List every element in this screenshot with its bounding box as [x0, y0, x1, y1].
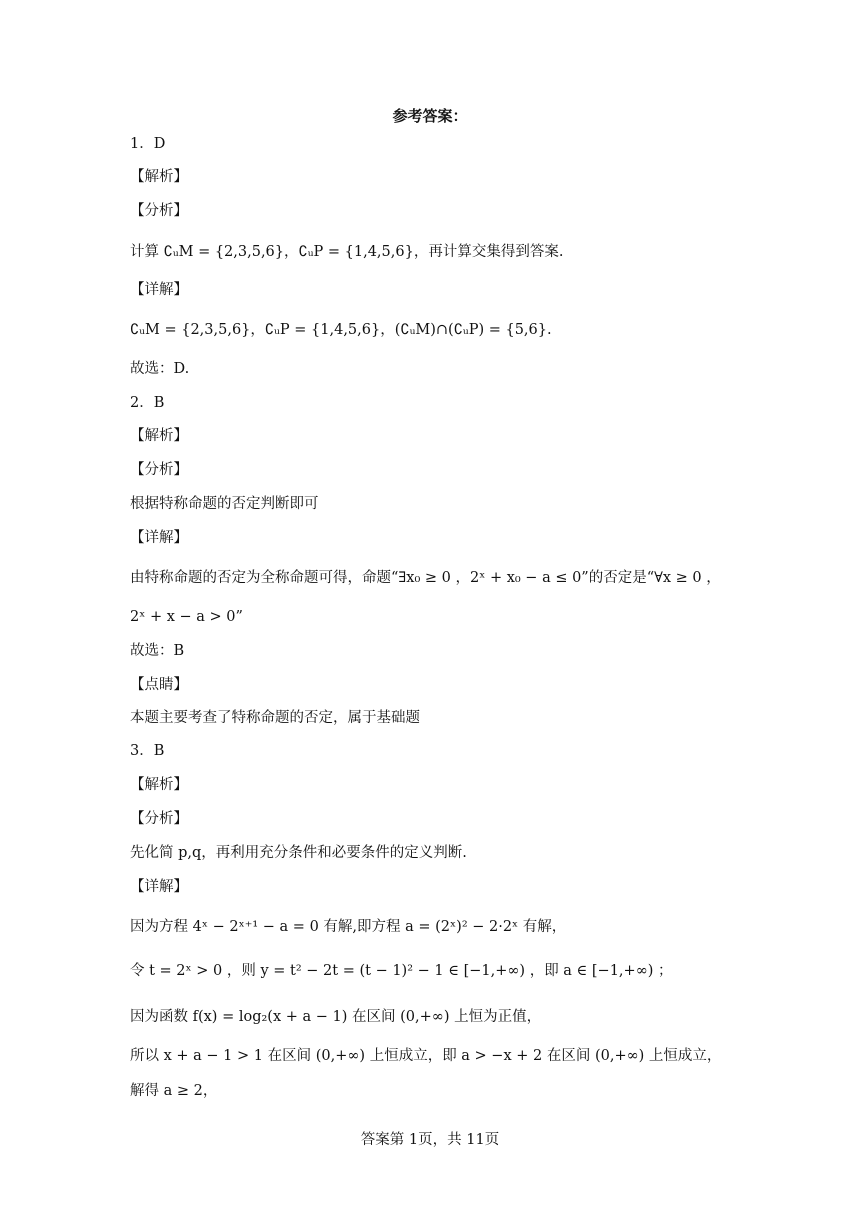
section-label-jiexi: 【解析】: [130, 428, 188, 444]
answer-choice-text: 故选：B: [130, 643, 185, 659]
analysis-text: 先化简 p,q，再利用充分条件和必要条件的定义判断.: [130, 845, 467, 861]
page-footer: 答案第 1页，共 11页: [360, 1132, 500, 1148]
answer-choice-text: 故选：D.: [130, 361, 190, 377]
section-label-dianjing: 【点睛】: [130, 677, 188, 693]
section-label-xiangjie: 【详解】: [130, 879, 188, 895]
detail-text: ∁ᵤM = {2,3,5,6}，∁ᵤP = {1,4,5,6}，(∁ᵤM)∩(∁ᵤP) = {5,6}.: [130, 322, 552, 338]
detail-text: 由特称命题的否定为全称命题可得，命题“∃x₀ ≥ 0 ，2ˣ + x₀ − a ≤ 0”的否定是“∀x ≥ 0 ，: [130, 570, 721, 586]
section-label-fenxi: 【分析】: [130, 203, 188, 219]
detail-text: 令 t = 2ˣ > 0 ，则 y = t² − 2t = (t − 1)² − 1 ∈ [−1,+∞) ，即 a ∈ [−1,+∞) ；: [130, 963, 673, 979]
detail-text-continued: 2ˣ + x − a > 0”: [130, 609, 243, 625]
remark-text: 本题主要考查了特称命题的否定，属于基础题: [130, 710, 420, 726]
detail-text: 所以 x + a − 1 > 1 在区间 (0,+∞) 上恒成立，即 a > −x + 2 在区间 (0,+∞) 上恒成立，: [130, 1048, 722, 1064]
detail-text: 解得 a ≥ 2，: [130, 1083, 218, 1099]
section-label-xiangjie: 【详解】: [130, 282, 188, 298]
section-label-fenxi: 【分析】: [130, 462, 188, 478]
detail-text: 因为函数 f(x) = log₂(x + a − 1) 在区间 (0,+∞) 上恒为正值，: [130, 1009, 542, 1025]
answer-3-heading: 3．B: [130, 743, 165, 759]
section-label-jiexi: 【解析】: [130, 169, 188, 185]
analysis-text: 根据特称命题的否定判断即可: [130, 496, 319, 512]
analysis-text: 计算 ∁ᵤM = {2,3,5,6}，∁ᵤP = {1,4,5,6}，再计算交集得到答案.: [130, 244, 564, 260]
section-label-fenxi: 【分析】: [130, 811, 188, 827]
page-title: 参考答案：: [392, 107, 468, 125]
section-label-xiangjie: 【详解】: [130, 530, 188, 546]
section-label-jiexi: 【解析】: [130, 777, 188, 793]
detail-text: 因为方程 4ˣ − 2ˣ⁺¹ − a = 0 有解,即方程 a = (2ˣ)² − 2·2ˣ 有解，: [130, 919, 567, 935]
answer-1-heading: 1．D: [130, 136, 166, 152]
answer-2-heading: 2．B: [130, 395, 165, 411]
